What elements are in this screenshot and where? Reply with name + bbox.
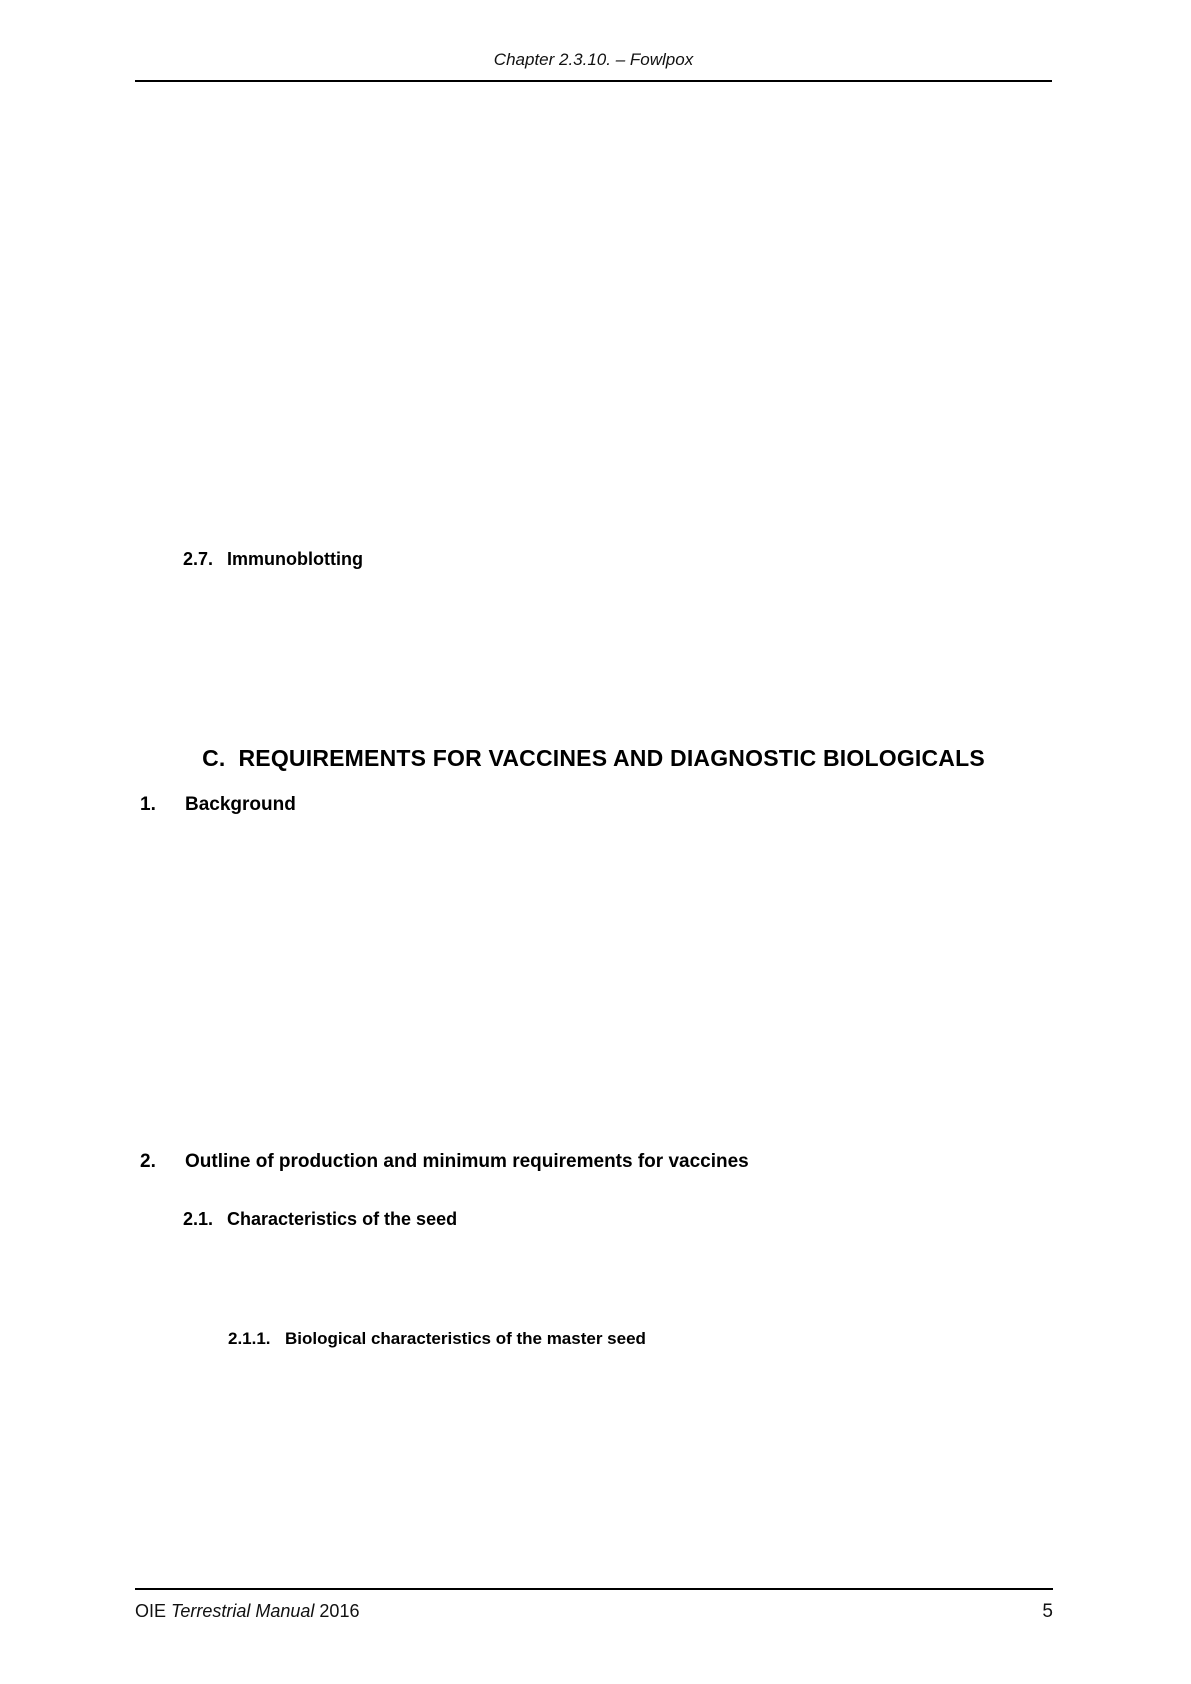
header-rule <box>135 80 1052 82</box>
heading-background-number: 1. <box>140 794 156 815</box>
footer-year: 2016 <box>319 1601 360 1621</box>
heading-immunoblotting-title: Immunoblotting <box>227 549 363 569</box>
heading-background-title: Background <box>185 794 296 815</box>
page-number: 5 <box>1042 1601 1053 1622</box>
heading-immunoblotting <box>183 549 363 570</box>
footer-manual-citation <box>135 1601 359 1622</box>
heading-master-seed-biological <box>228 1329 646 1349</box>
footer-publisher: OIE <box>135 1601 167 1621</box>
heading-master-seed-number: 2.1.1. <box>228 1329 271 1348</box>
heading-immunoblotting-number: 2.7. <box>183 549 214 569</box>
footer-manual-title: Terrestrial Manual <box>171 1601 315 1621</box>
footer-rule <box>135 1588 1053 1590</box>
page-footer <box>135 1601 1053 1623</box>
heading-seed-characteristics <box>183 1209 457 1230</box>
running-header-chapter-title: Chapter 2.3.10. – Fowlpox <box>493 50 694 69</box>
heading-part-c <box>135 745 1052 772</box>
heading-outline-of-production <box>140 1151 749 1173</box>
heading-part-c-letter: C. <box>202 745 226 771</box>
heading-seed-characteristics-title: Characteristics of the seed <box>227 1209 458 1229</box>
heading-seed-characteristics-number: 2.1. <box>183 1209 214 1229</box>
heading-background <box>140 794 296 816</box>
heading-outline-number: 2. <box>140 1151 156 1172</box>
heading-part-c-title: REQUIREMENTS FOR VACCINES AND DIAGNOSTIC BIOLOGICALS <box>238 745 985 771</box>
heading-master-seed-title: Biological characteristics of the master seed <box>285 1329 646 1348</box>
heading-outline-title: Outline of production and minimum requirements for vaccines <box>185 1151 749 1172</box>
